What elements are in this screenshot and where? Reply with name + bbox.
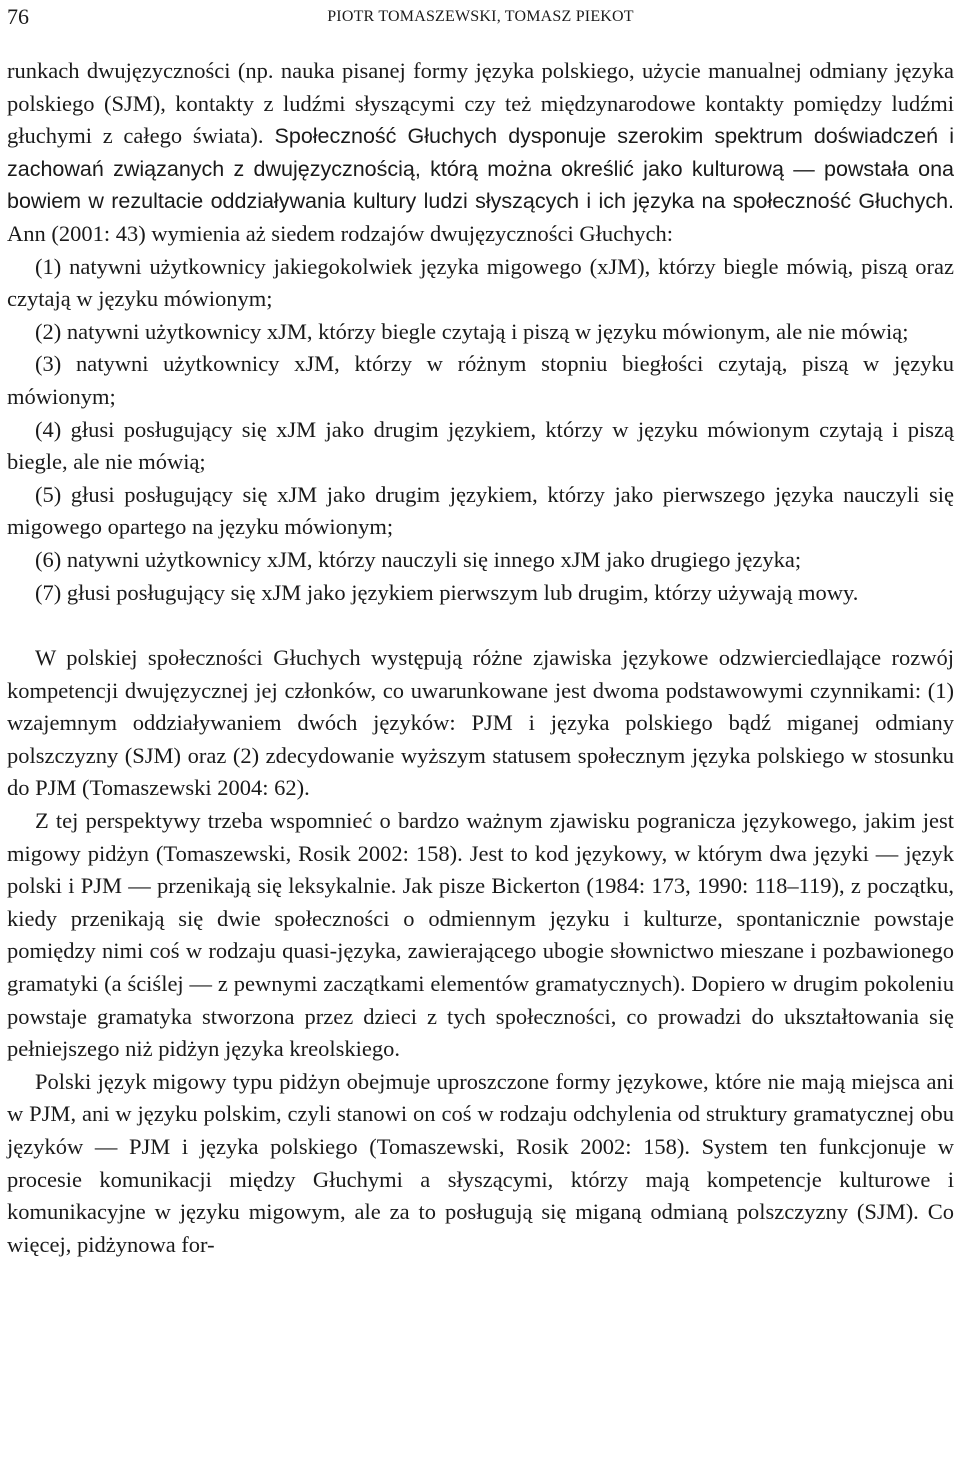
running-head: PIOTR TOMASZEWSKI, TOMASZ PIEKOT	[327, 8, 634, 25]
intro-part-1: runkach dwujęzyczności (np. nauka pisanej formy języka polskiego, użycie manualnej odmiany języka polskiego (SJM), kontakty z ludźmi słyszącymi czy też międzynarodowe kontakty pomiędzy ludźmi głuchymi z całego świata).	[7, 58, 954, 149]
list-item: (1) natywni użytkownicy jakiegokolwiek języka migowego (xJM), którzy biegle mówią, piszą oraz czytają w języku mówionym;	[7, 253, 954, 312]
page-header	[7, 6, 954, 28]
body-text	[7, 55, 954, 1261]
section-gap	[7, 609, 954, 642]
paragraph: Z tej perspektywy trzeba wspomnieć o bardzo ważnym zjawisku pogranicza językowego, jakim jest migowy pidżyn (Tomaszewski, Rosik 2002: 158). Jest to kod językowy, w którym dwa języki — język polski i PJM — przenikają się leksykalnie. Jak pisze Bickerton (1984: 173, 1990: 118–119), z początku, kiedy przenikają się dwie społeczności o odmiennym języku i kulturze, spontanicznie powstaje pomiędzy nimi coś w rodzaju quasi-języka, zawierającego ubogie słownictwo mieszane i pozbawionego gramatyki (a ściślej — z pewnymi zaczątkami elementów gramatycznych). Dopiero w drugim pokoleniu powstaje gramatyka stworzona przez dzieci z tych społeczności, co prowadzi do ukształtowania się pełniejszego niż pidżyn języka kreolskiego.	[7, 808, 954, 1062]
list-item: (2) natywni użytkownicy xJM, którzy biegle czytają i piszą w języku mówionym, ale nie mówią;	[35, 318, 909, 344]
list-item: (5) głusi posługujący się xJM jako drugim językiem, którzy jako pierwszego języka nauczyli się migowego opartego na języku mówionym;	[7, 481, 954, 540]
list-item: (7) głusi posługujący się xJM jako językiem pierwszym lub drugim, którzy używają mowy.	[35, 579, 859, 605]
paragraph: W polskiej społeczności Głuchych występują różne zjawiska językowe odzwierciedlające rozwój kompetencji dwujęzycznej jej członków, co uwarunkowane jest dwoma podstawowymi czynnikami: (1) wzajemnym oddziaływaniem dwóch języków: PJM i języka polskiego bądź miganej odmiany polszczyzny (SJM) oraz (2) zdecydowanie wyższym statusem społecznym języka polskiego w stosunku do PJM (Tomaszewski 2004: 62).	[7, 645, 954, 801]
page-number: 76	[7, 4, 29, 29]
list-item: (4) głusi posługujący się xJM jako drugim językiem, którzy w języku mówionym czytają i piszą biegle, ale nie mówią;	[7, 416, 954, 475]
list-item: (6) natywni użytkownicy xJM, którzy nauczyli się innego xJM jako drugiego języka;	[35, 546, 802, 572]
list-item: (3) natywni użytkownicy xJM, którzy w różnym stopniu biegłości czytają, piszą w języku mówionym;	[7, 351, 954, 409]
intro-part-3: Ann (2001: 43) wymienia aż siedem rodzajów dwujęzyczności Głuchych:	[7, 220, 674, 246]
intro-part-2-sans: Społeczność Głuchych dysponuje szerokim spektrum doświadczeń i zachowań związanych z dwujęzycznością, którą można określić jako kulturową — powstała ona bowiem w rezultacie oddziaływania kultury ludzi słyszących i ich języka na społeczność Głuchych.	[7, 124, 954, 214]
paragraph: Polski język migowy typu pidżyn obejmuje uproszczone formy językowe, które nie mają miejsca ani w PJM, ani w języku polskim, czyli stanowi on coś w rodzaju odchylenia od struktury gramatycznej obu języków — PJM i języka polskiego (Tomaszewski, Rosik 2002: 158). System ten funkcjonuje w procesie komunikacji między Głuchymi a słyszącymi, którzy mają kompetencje kulturowe i komunikacyjne w języku migowym, ale za to posługują się miganą odmianą polszczyzny (SJM). Co więcej, pidżynowa for-	[7, 1068, 954, 1257]
intro-paragraph	[7, 55, 954, 251]
